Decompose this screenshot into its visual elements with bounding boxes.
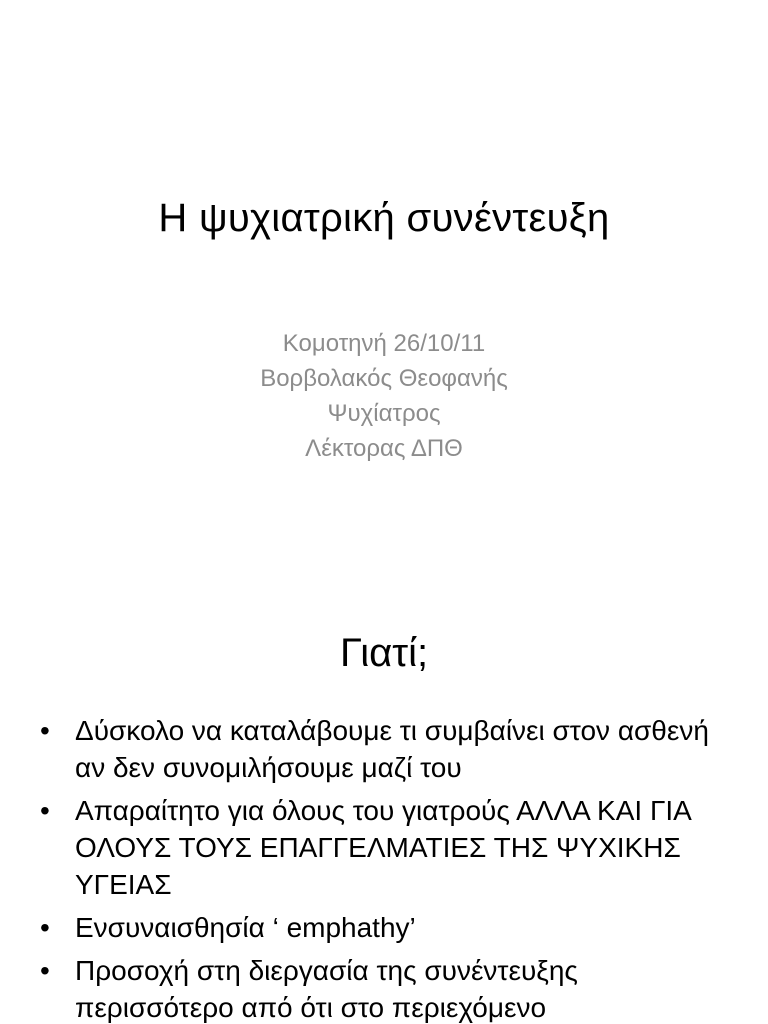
slide-heading: Γιατί; xyxy=(339,631,429,675)
slide-why xyxy=(0,576,768,1024)
bullet-item xyxy=(40,952,730,1024)
subtitle-line-author: Βορβολακός Θεοφανής xyxy=(260,365,508,392)
bullet-marker: • xyxy=(40,715,50,746)
bullet-item xyxy=(40,712,730,786)
presentation-title: Η ψυχιατρική συνέντευξη xyxy=(158,196,610,240)
bullet-item xyxy=(40,792,730,903)
bullet-text: Απαραίτητο για όλους του γιατρούς ΑΛΛΑ ΚΑΙ ΓΙΑ ΟΛΟΥΣ ΤΟΥΣ ΕΠΑΓΓΕΛΜΑΤΙΕΣ ΤΗΣ ΨΥΧΙΚΗΣ ΥΓΕΙΑΣ xyxy=(75,795,691,900)
subtitle-line-place-date: Κομοτηνή 26/10/11 xyxy=(282,330,486,357)
bullet-text: Ενσυναισθησία ‘ emphathy’ xyxy=(75,912,416,943)
bullet-text: Δύσκολο να καταλάβουμε τι συμβαίνει στον ασθενή αν δεν συνομιλήσουμε μαζί του xyxy=(75,715,709,783)
bullet-list xyxy=(40,712,730,1024)
bullet-text: Προσοχή στη διεργασία της συνέντευξης περισσότερο από ότι στο περιεχόμενο xyxy=(75,955,578,1023)
bullet-marker: • xyxy=(40,955,50,986)
bullet-marker: • xyxy=(40,795,50,826)
subtitle-line-position: Λέκτορας ΔΠΘ xyxy=(305,435,463,462)
bullet-marker: • xyxy=(40,912,50,943)
subtitle-line-profession: Ψυχίατρος xyxy=(327,400,441,427)
bullet-item xyxy=(40,909,730,946)
presentation-subtitle xyxy=(0,326,768,466)
